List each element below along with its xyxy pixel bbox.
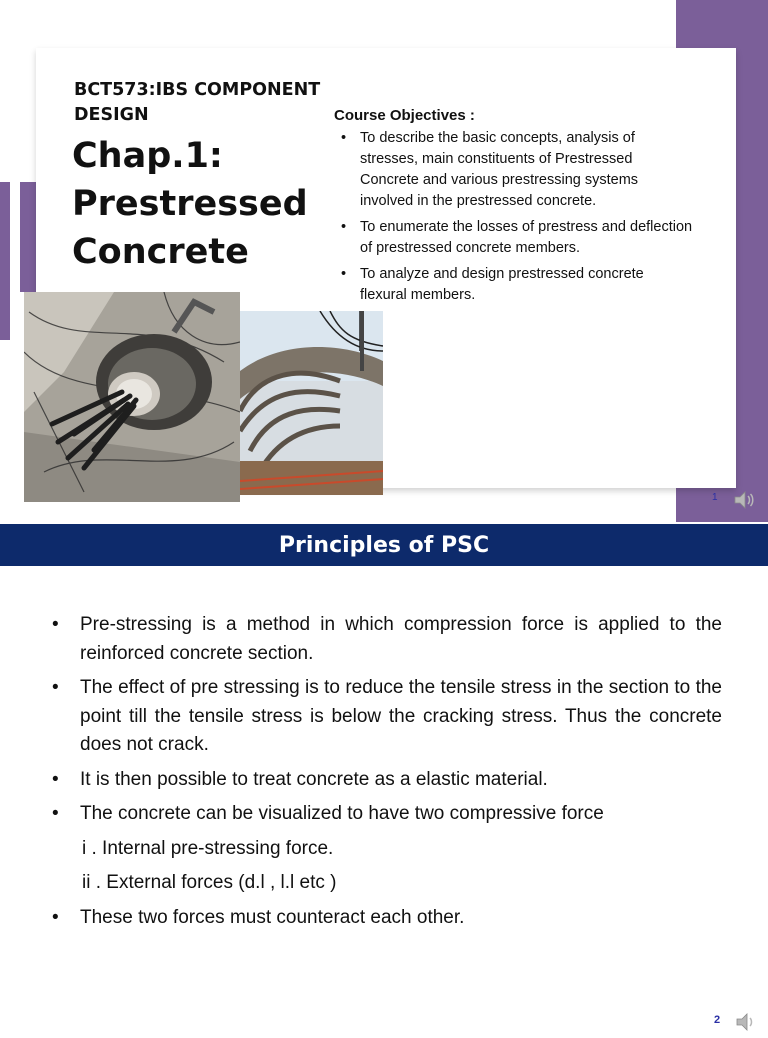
slide-number: 2 [714,1014,721,1026]
objective-item: • To analyze and design prestressed concrete flexural members. [341,266,644,303]
bridge-photo [240,311,383,495]
slide-2-title-bar [0,524,768,566]
course-objectives [334,105,694,311]
accent-bar-left-inner [20,182,36,292]
bullet-item: • The concrete can be visualized to have two compressive force [52,803,604,824]
bullet-item: • It is then possible to treat concrete as a elastic material. [52,768,548,790]
slide-number: 1 [712,492,718,503]
slide-title: Principles of PSC [278,532,490,558]
course-code: BCT573:IBS COMPONENT DESIGN [74,80,321,125]
anchor-illustration [24,292,240,502]
objective-item: • To describe the basic concepts, analysis of stresses, main constituents of Prestressed Concrete and various prestressing systems involved in the prestressed concrete. [341,130,639,209]
bullet-item: • The effect of pre stressing is to reduce the tensile stress in the section to the point till the tensile stress is below the cracking stress. Thus the concrete does not crack. [52,677,722,755]
chapter-title: Chap.1: Prestressed Concrete [72,136,308,272]
speaker-icon[interactable] [734,1010,758,1034]
sub-item: ii . External forces (d.l , l.l etc ) [82,872,337,893]
sub-item: i . Internal pre-stressing force. [82,837,334,859]
bridge-illustration [240,311,383,495]
speaker-icon[interactable] [732,488,756,512]
objective-item: • To enumerate the losses of prestress and deflection of prestressed concrete members. [341,219,693,256]
anchor-photo [24,292,240,502]
bullet-item: • These two forces must counteract each other. [52,906,465,928]
bullet-item: • Pre-stressing is a method in which compression force is applied to the reinforced concrete section. [52,614,722,664]
objectives-list [334,128,694,306]
accent-bar-left [0,182,10,340]
slide-2-body [52,611,722,938]
objectives-heading: Course Objectives : [334,107,475,124]
